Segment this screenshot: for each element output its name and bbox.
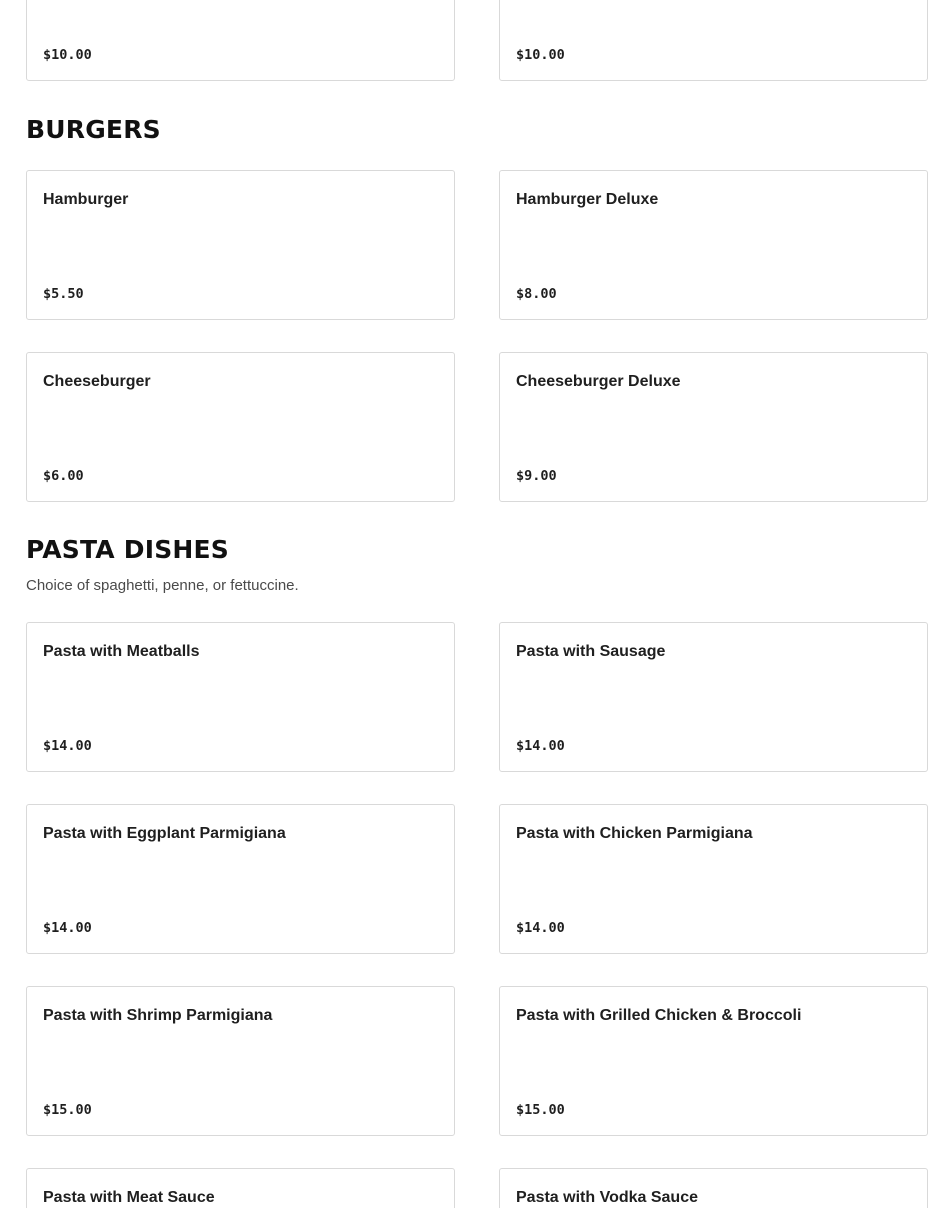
item-name: Hamburger xyxy=(43,191,129,208)
menu-item-card[interactable] xyxy=(499,1168,928,1208)
item-name: Pasta with Shrimp Parmigiana xyxy=(43,1007,273,1024)
item-price: $14.00 xyxy=(516,738,565,754)
menu-item-card[interactable] xyxy=(26,1168,455,1208)
item-name: Pasta with Sausage xyxy=(516,643,666,660)
menu-item-card[interactable] xyxy=(26,0,455,81)
item-name: Pasta with Grilled Chicken & Broccoli xyxy=(516,1007,802,1024)
item-name: Cheeseburger xyxy=(43,373,151,390)
menu-item-card[interactable] xyxy=(499,170,928,320)
item-price: $10.00 xyxy=(43,47,92,63)
menu-item-card[interactable] xyxy=(26,352,455,502)
menu-item-card[interactable] xyxy=(26,622,455,772)
item-price: $14.00 xyxy=(516,920,565,936)
item-price: $10.00 xyxy=(516,47,565,63)
menu-item-card[interactable] xyxy=(26,170,455,320)
item-name: Pasta with Vodka Sauce xyxy=(516,1189,698,1206)
menu-item-card[interactable] xyxy=(499,804,928,954)
item-price: $15.00 xyxy=(43,1102,92,1118)
section-description: Choice of spaghetti, penne, or fettuccine. xyxy=(26,577,299,594)
item-name: Pasta with Meat Sauce xyxy=(43,1189,215,1206)
item-price: $5.50 xyxy=(43,286,84,302)
item-name: Cheeseburger Deluxe xyxy=(516,373,681,390)
menu-item-card[interactable] xyxy=(499,986,928,1136)
item-name: Hamburger Deluxe xyxy=(516,191,659,208)
menu-item-card[interactable] xyxy=(26,986,455,1136)
item-name: Pasta with Chicken Parmigiana xyxy=(516,825,753,842)
item-price: $6.00 xyxy=(43,468,84,484)
item-name: Pasta with Meatballs xyxy=(43,643,200,660)
item-name: Pasta with Eggplant Parmigiana xyxy=(43,825,286,842)
section-title-burgers: BURGERS xyxy=(26,115,161,144)
menu-item-card[interactable] xyxy=(26,804,455,954)
menu-item-card[interactable] xyxy=(499,622,928,772)
item-price: $15.00 xyxy=(516,1102,565,1118)
item-price: $14.00 xyxy=(43,738,92,754)
item-price: $9.00 xyxy=(516,468,557,484)
item-price: $8.00 xyxy=(516,286,557,302)
section-title-pasta: PASTA DISHES xyxy=(26,535,230,564)
item-price: $14.00 xyxy=(43,920,92,936)
menu-item-card[interactable] xyxy=(499,0,928,81)
menu-item-card[interactable] xyxy=(499,352,928,502)
